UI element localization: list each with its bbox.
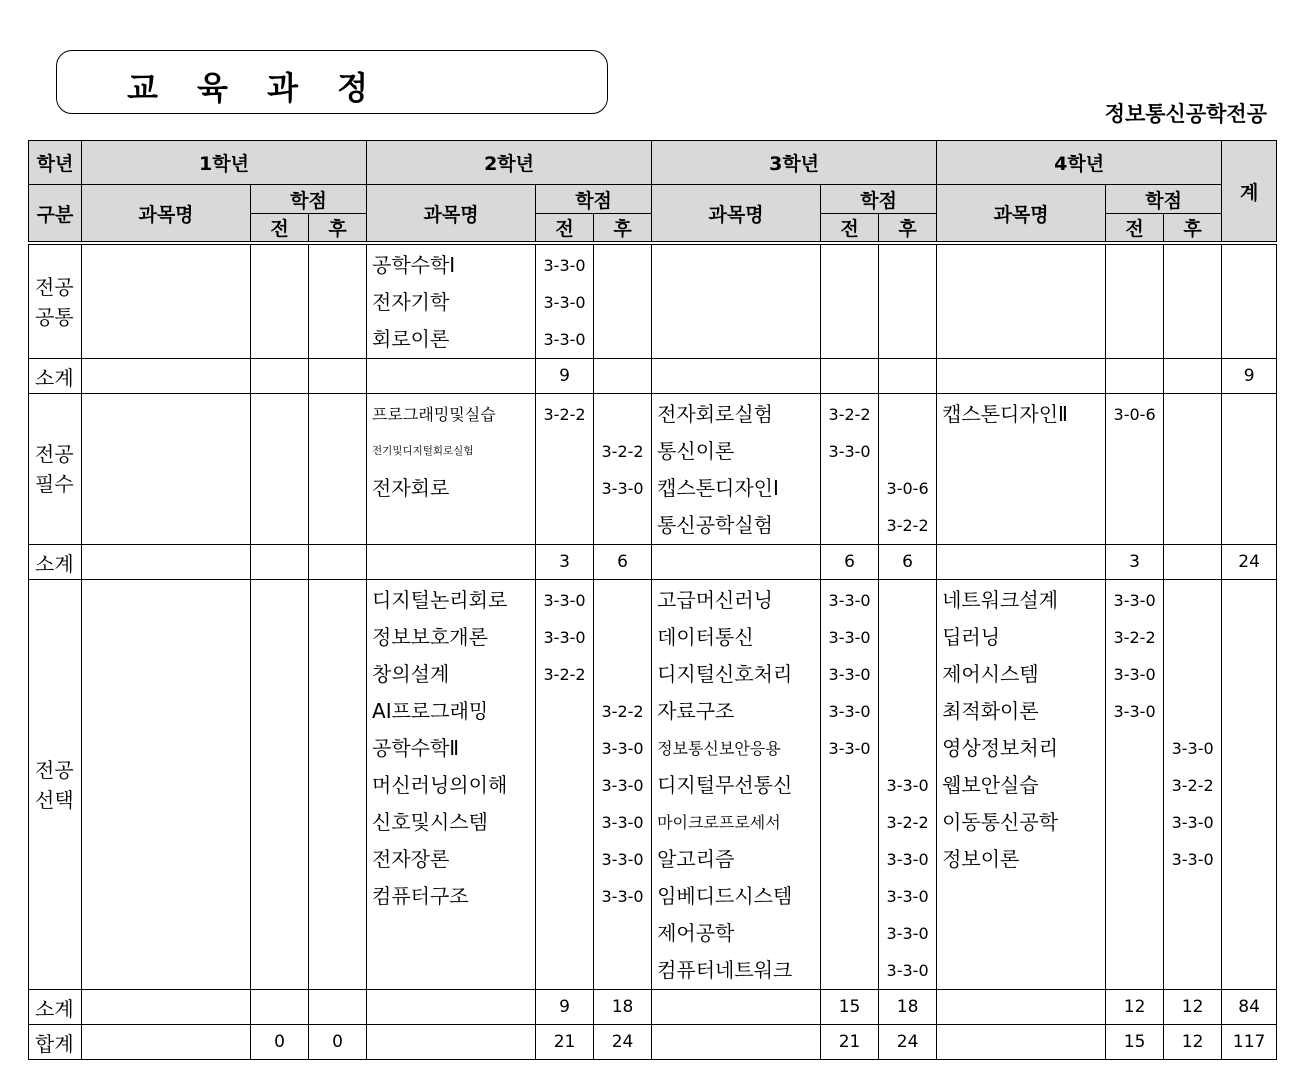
required-y3-first [821,394,879,545]
course-credit [536,804,593,841]
common-y2-names [367,243,536,359]
course-credit: 3-3-0 [828,442,871,461]
common-subtotal-total: 9 [1222,359,1277,394]
course-credit: 3-3-0 [828,702,871,721]
course-name: 자료구조 [657,699,735,723]
grand-total-y4-first: 15 [1106,1025,1164,1060]
course-credit [821,767,878,804]
elective-subtotal-y2-second: 18 [594,990,652,1025]
course-name: 공학수학Ⅱ [372,736,460,760]
year4-credit-header: 학점 [1106,185,1222,214]
course-name: 정보이론 [942,847,1020,871]
common-row [29,243,1277,359]
grand-total-y3-second: 24 [879,1025,937,1060]
course-credit [536,841,593,878]
course-credit: 3-3-0 [886,776,929,795]
course-name: 회로이론 [372,327,450,351]
required-y2-second [594,394,652,545]
required-subtotal-y4-first: 3 [1106,545,1164,580]
course-credit: 3-3-0 [828,665,871,684]
course-credit [879,656,936,693]
course-credit: 3-2-2 [543,405,586,424]
course-credit: 3-3-0 [543,628,586,647]
course-credit: 3-3-0 [601,813,644,832]
course-credit [536,767,593,804]
course-name: 디지털신호처리 [657,662,793,686]
elective-subtotal-y3-second: 18 [879,990,937,1025]
grade-header: 학년 [29,141,82,185]
course-credit [536,433,593,470]
course-name: 제어시스템 [942,662,1039,686]
year1-header: 1학년 [82,141,367,185]
course-credit: 3-2-2 [1113,628,1156,647]
elective-y2-second [594,580,652,990]
subtotal-label: 소계 [29,359,82,394]
required-subtotal-y2-first: 3 [536,545,594,580]
course-credit [594,619,651,656]
course-name: 창의설계 [372,662,450,686]
course-credit [594,656,651,693]
year3-subject-header: 과목명 [652,185,821,244]
elective-row [29,580,1277,990]
common-subtotal-y2-first: 9 [536,359,594,394]
course-credit [1164,582,1221,619]
required-y4-names [937,394,1106,545]
required-y4-first [1106,394,1164,545]
required-label: 전공 필수 [29,394,82,545]
course-credit: 3-3-0 [543,591,586,610]
course-name: 알고리즘 [657,847,735,871]
course-credit: 3-3-0 [886,924,929,943]
course-credit [594,396,651,433]
year4-first-header: 전 [1106,214,1164,244]
required-y3-second [879,394,937,545]
course-credit: 3-2-2 [828,405,871,424]
common-subtotal-row [29,359,1277,394]
course-name: 전자장론 [372,847,450,871]
course-credit: 3-2-2 [601,702,644,721]
elective-subtotal-y4-first: 12 [1106,990,1164,1025]
course-credit [1106,730,1163,767]
common-y2-first [536,243,594,359]
course-credit: 3-3-0 [1113,591,1156,610]
course-name: 머신러닝의이해 [372,773,508,797]
course-name: 최적화이론 [942,699,1039,723]
course-credit: 3-2-2 [886,516,929,535]
grand-total-row [29,1025,1277,1060]
course-credit: 3-3-0 [543,293,586,312]
course-credit: 3-3-0 [543,256,586,275]
course-credit [536,878,593,915]
course-name: 통신공학실험 [657,513,773,537]
year2-second-header: 후 [594,214,652,244]
course-name: 캡스톤디자인Ⅰ [657,476,779,500]
year1-first-header: 전 [251,214,309,244]
course-credit [821,470,878,507]
common-label: 전공 공통 [29,243,82,359]
total-header: 계 [1222,141,1277,244]
grand-total-y4-second: 12 [1164,1025,1222,1060]
year2-credit-header: 학점 [536,185,652,214]
course-credit: 3-0-6 [1113,405,1156,424]
elective-subtotal-y4-second: 12 [1164,990,1222,1025]
course-credit [821,878,878,915]
year2-header: 2학년 [367,141,652,185]
elective-y4-first [1106,580,1164,990]
course-credit: 3-3-0 [828,739,871,758]
course-credit: 3-3-0 [601,739,644,758]
course-credit [821,952,878,989]
course-credit [821,841,878,878]
course-credit [879,730,936,767]
grand-total-label: 합계 [29,1025,82,1060]
elective-subtotal-total: 84 [1222,990,1277,1025]
course-name: 통신이론 [657,439,735,463]
required-subtotal-y3-first: 6 [821,545,879,580]
course-name: 공학수학Ⅰ [372,253,456,277]
grand-total-y1-first: 0 [251,1025,309,1060]
course-credit [879,582,936,619]
year2-first-header: 전 [536,214,594,244]
course-credit [1106,804,1163,841]
course-credit: 3-3-0 [1171,813,1214,832]
course-credit: 3-3-0 [1171,850,1214,869]
year1-second-header: 후 [309,214,367,244]
course-name: 딥러닝 [942,625,1001,649]
elective-y4-second [1164,580,1222,990]
curriculum-table [28,140,1277,1060]
course-credit: 3-3-0 [601,850,644,869]
elective-y3-names [652,580,821,990]
elective-subtotal-y3-first: 15 [821,990,879,1025]
page-title: 교 육 과 정 [127,69,383,107]
title-box [56,50,608,114]
course-credit: 3-3-0 [601,887,644,906]
course-name: 전자기학 [372,290,450,314]
year1-credit-header: 학점 [251,185,367,214]
grand-total-y3-first: 21 [821,1025,879,1060]
subtotal-label: 소계 [29,990,82,1025]
subtotal-label: 소계 [29,545,82,580]
course-credit: 3-3-0 [1113,665,1156,684]
department-name: 정보통신공학전공 [1104,102,1267,126]
course-name: 데이터통신 [657,625,754,649]
elective-y3-second [879,580,937,990]
course-name: 디지털논리회로 [372,588,508,612]
course-credit: 3-3-0 [828,591,871,610]
course-name: 임베디드시스템 [657,884,793,908]
course-credit [879,396,936,433]
course-credit: 3-3-0 [1171,739,1214,758]
course-credit [536,730,593,767]
course-credit [821,804,878,841]
course-credit [1164,693,1221,730]
grand-total-y2-first: 21 [536,1025,594,1060]
year1-subject-header: 과목명 [82,185,251,244]
course-name: 전기및디지털회로실험 [372,445,474,457]
course-credit: 3-3-0 [601,776,644,795]
course-name: 프로그래밍및실습 [372,405,496,424]
course-name: 마이크로프로세서 [657,813,781,832]
course-name: 캡스톤디자인Ⅱ [942,402,1068,426]
elective-y2-names [367,580,536,990]
course-credit: 3-2-2 [601,442,644,461]
required-y2-first [536,394,594,545]
course-name: 디지털무선통신 [657,773,793,797]
course-name: 정보통신보안응용 [657,739,781,758]
course-credit [536,693,593,730]
course-name: 정보보호개론 [372,625,488,649]
elective-subtotal-row [29,990,1277,1025]
course-name: 고급머신러닝 [657,588,773,612]
course-name: 영상정보처리 [942,736,1059,760]
elective-y2-first [536,580,594,990]
course-credit [879,693,936,730]
course-credit [1164,656,1221,693]
required-row [29,394,1277,545]
course-name: 컴퓨터네트워크 [657,958,793,982]
course-name: 전자회로 [372,476,450,500]
course-credit: 3-3-0 [886,887,929,906]
year2-subject-header: 과목명 [367,185,536,244]
year4-subject-header: 과목명 [937,185,1106,244]
course-name: 신호및시스템 [372,810,488,834]
course-credit: 3-3-0 [543,330,586,349]
course-credit [1164,619,1221,656]
required-subtotal-y3-second: 6 [879,545,937,580]
elective-subtotal-y2-first: 9 [536,990,594,1025]
elective-y4-names [937,580,1106,990]
course-credit: 3-2-2 [1171,776,1214,795]
year3-header: 3학년 [652,141,937,185]
course-credit [879,619,936,656]
course-credit [821,507,878,544]
year4-header: 4학년 [937,141,1222,185]
course-credit [536,470,593,507]
course-credit: 3-3-0 [601,479,644,498]
grand-total-total: 117 [1222,1025,1277,1060]
course-credit [1106,841,1163,878]
course-credit [594,582,651,619]
course-credit [821,915,878,952]
course-credit: 3-3-0 [1113,702,1156,721]
course-credit: 3-2-2 [543,665,586,684]
course-credit: 3-3-0 [886,961,929,980]
grand-total-y1-second: 0 [309,1025,367,1060]
division-header: 구분 [29,185,82,244]
course-credit: 3-3-0 [886,850,929,869]
course-name: AI프로그래밍 [372,699,489,723]
course-name: 웹보안실습 [942,773,1039,797]
elective-label: 전공 선택 [29,580,82,990]
required-subtotal-total: 24 [1222,545,1277,580]
course-name: 제어공학 [657,921,735,945]
course-credit: 3-2-2 [886,813,929,832]
course-name: 전자회로실험 [657,402,773,426]
year3-second-header: 후 [879,214,937,244]
course-name: 이동통신공학 [942,810,1059,834]
required-subtotal-row [29,545,1277,580]
course-name: 네트워크설계 [942,588,1059,612]
course-credit [879,433,936,470]
course-credit: 3-0-6 [886,479,929,498]
course-credit: 3-3-0 [828,628,871,647]
year3-first-header: 전 [821,214,879,244]
required-y3-names [652,394,821,545]
required-subtotal-y2-second: 6 [594,545,652,580]
year4-second-header: 후 [1164,214,1222,244]
course-credit [1106,767,1163,804]
required-y2-names [367,394,536,545]
grand-total-y2-second: 24 [594,1025,652,1060]
year3-credit-header: 학점 [821,185,937,214]
course-name: 컴퓨터구조 [372,884,469,908]
elective-y3-first [821,580,879,990]
